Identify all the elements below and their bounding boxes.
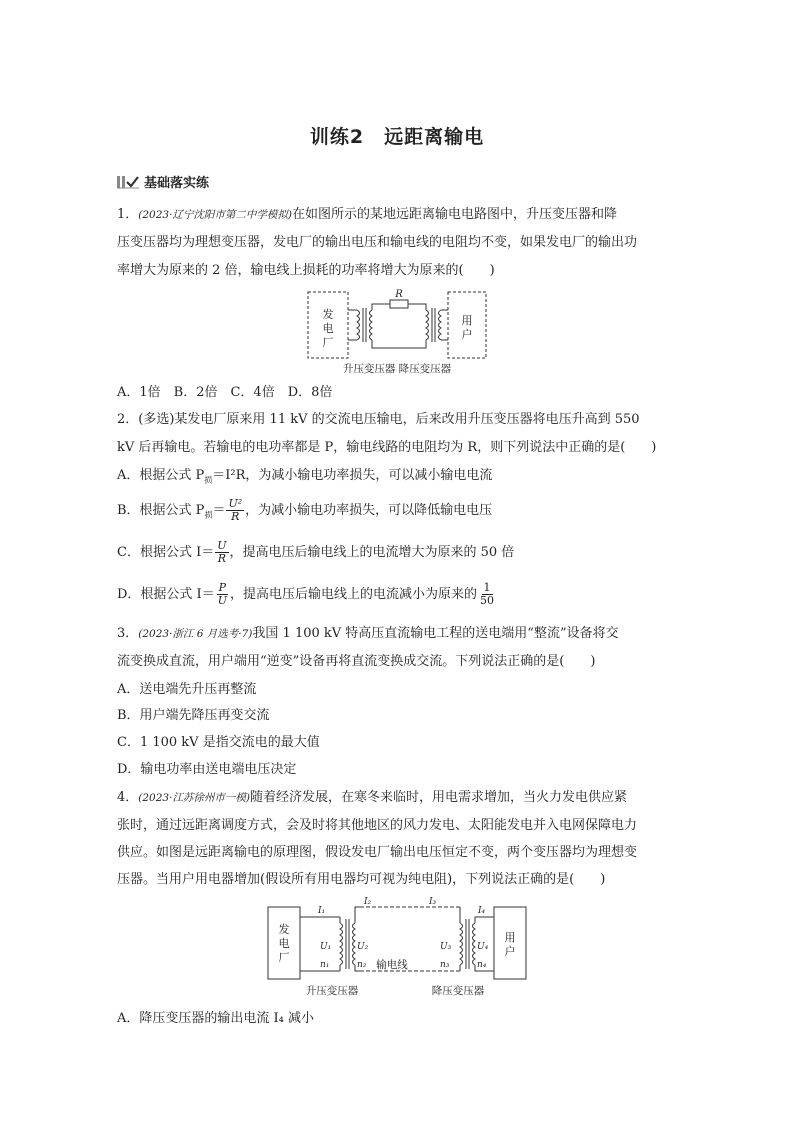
q1-resistor — [390, 300, 408, 308]
q1-coil-1 — [357, 310, 360, 340]
q2-option-b — [117, 496, 492, 531]
q4-label-i2: I₂ — [364, 897, 372, 907]
q2-d-num: P — [218, 581, 227, 594]
q4-label-u3: U₃ — [440, 942, 452, 952]
q2-c-fraction — [215, 540, 228, 565]
q3-text-1: 我国 1 100 kV 特高压直流输电工程的送电端用“整流”设备将交 — [252, 626, 619, 641]
q4-line-4: 压器。当用户用电器增加(假设所有用电器均可视为纯电阻)，下列说法正确的是( ) — [117, 872, 606, 887]
q2-b-pre: B．根据公式 P — [117, 503, 205, 518]
q2-option-a — [117, 468, 492, 489]
q4-label-i4: I₄ — [478, 906, 486, 916]
q4-number: 4． — [117, 790, 139, 805]
q4-coil-2 — [353, 923, 356, 965]
q4-label-i3: I₃ — [429, 897, 437, 907]
q2-b-den: R — [231, 510, 240, 523]
q2-b-num: U² — [228, 497, 243, 510]
q2-d-pre: D．根据公式 I＝ — [117, 587, 215, 602]
q4-label-n1: n₁ — [320, 960, 330, 970]
q4-label-n3: n₃ — [440, 960, 450, 970]
q2-a-pre: A．根据公式 P — [117, 468, 205, 483]
q4-label-n4: n₄ — [477, 960, 487, 970]
q4-label-n2: n₂ — [357, 960, 367, 970]
q1-source: (2023·辽宁沈阳市第二中学模拟) — [138, 209, 293, 221]
q1-plant-label-1: 发 — [322, 308, 334, 321]
q2-d-fden: 50 — [480, 594, 494, 607]
q4-coil-1 — [340, 923, 343, 965]
section-title: 基础落实练 — [144, 176, 210, 191]
q4-user-label-2: 户 — [504, 945, 516, 958]
q1-line-1 — [117, 207, 617, 223]
q1-circuit-diagram — [300, 288, 494, 376]
q3-option-a: A．送电端先升压再整流 — [117, 682, 257, 697]
q3-option-b: B．用户端先降压再变交流 — [117, 708, 270, 723]
q4-text-1: 随着经济发展，在寒冬来临时，用电需求增加，当火力发电供应紧 — [250, 790, 628, 805]
q1-plant-label-3: 厂 — [322, 336, 334, 349]
q2-b-sub: 损 — [204, 510, 213, 520]
q4-plant-label-1: 发 — [278, 923, 290, 936]
q3-line-2: 流变换成直流，用户端用“逆变”设备再将直流变换成交流。下列说法正确的是( ) — [117, 654, 596, 669]
q4-label-u2: U₂ — [357, 942, 369, 952]
q4-option-a: A．降压变压器的输出电流 I₄ 减小 — [117, 1011, 314, 1026]
q4-user-label-1: 用 — [504, 931, 516, 944]
q1-options: A．1倍 B．2倍 C．4倍 D．8倍 — [117, 385, 333, 400]
q4-source: (2023·江苏徐州市一模) — [138, 792, 251, 804]
q2-line-1: 2．(多选)某发电厂原来用 11 kV 的交流电压输电，后来改用升压变压器将电压升高到 550 — [117, 412, 640, 427]
q2-d-fraction — [216, 582, 229, 607]
q4-coil-3 — [460, 923, 463, 965]
q1-line-2: 压变压器均为理想变压器，发电厂的输出电压和输电线的电阻均不变，如果发电厂的输出功 — [117, 235, 638, 250]
q1-coil-2 — [370, 310, 373, 340]
q2-option-d — [117, 580, 497, 610]
q4-label-i1: I₁ — [318, 906, 326, 916]
q2-c-pre: C．根据公式 I＝ — [117, 545, 215, 560]
q4-line-label: 输电线 — [376, 959, 408, 971]
q2-b-eq: ＝ — [212, 503, 226, 518]
q3-number: 3． — [117, 626, 139, 641]
q2-d-fnum: 1 — [483, 581, 491, 594]
q2-a-sub: 损 — [204, 475, 213, 485]
q3-option-c: C．1 100 kV 是指交流电的最大值 — [117, 735, 320, 750]
q1-plant-label-2: 电 — [322, 322, 334, 335]
q1-user-label-1: 用 — [461, 314, 473, 327]
q4-line-2: 张时，通过远距离调度方式，会及时将其他地区的风力发电、太阳能发电并入电网保障电力 — [117, 818, 638, 833]
q1-resistor-label: R — [395, 289, 403, 300]
q4-circuit-diagram — [264, 895, 530, 1000]
q3-line-1 — [117, 626, 619, 642]
q2-b-text: ，为减小输电功率损失，可以降低输电电压 — [245, 503, 493, 518]
q4-caption-step-up: 升压变压器 — [305, 985, 359, 997]
q2-option-c — [117, 538, 514, 568]
section-heading — [117, 172, 209, 191]
page-title: 训练2 远距离输电 — [309, 126, 485, 148]
q1-text-1: 在如图所示的某地远距离输电电路图中，升压变压器和降 — [292, 207, 618, 222]
q4-line-1 — [117, 790, 627, 806]
q3-source: (2023·浙江 6 月选考·7) — [138, 628, 253, 640]
q1-diagram-caption: 升压变压器 降压变压器 — [342, 363, 452, 375]
q2-a-text: ＝I²R，为减小输电功率损失，可以减小输电电流 — [212, 468, 493, 483]
q1-coil-3 — [426, 310, 429, 340]
q1-line-3: 率增大为原来的 2 倍，输电线上损耗的功率将增大为原来的( ) — [117, 263, 495, 278]
q2-b-fraction — [226, 498, 244, 523]
q2-d-fraction-2 — [478, 582, 496, 607]
q4-label-u1: U₁ — [320, 942, 332, 952]
q4-caption-step-down: 降压变压器 — [431, 985, 485, 997]
q1-coil-4 — [439, 310, 442, 340]
q4-line-3: 供应。如图是远距离输电的原理图，假设发电厂输出电压恒定不变，两个变压器均为理想变 — [117, 845, 638, 860]
q4-coil-4 — [473, 923, 476, 965]
q4-plant-label-3: 厂 — [278, 951, 290, 964]
q4-label-u4: U₄ — [477, 942, 489, 952]
q2-d-den: U — [217, 594, 227, 607]
q2-c-den: R — [217, 552, 226, 565]
q2-d-text: ，提高电压后输电线上的电流减小为原来的 — [229, 587, 477, 602]
q1-number: 1． — [117, 207, 139, 222]
q2-c-num: U — [217, 539, 227, 552]
q3-option-d: D．输电功率由送电端电压决定 — [117, 762, 297, 777]
q2-c-text: ，提高电压后输电线上的电流增大为原来的 50 倍 — [229, 545, 515, 560]
checklist-icon — [117, 175, 139, 189]
q2-line-2: kV 后再输电。若输电的电功率都是 P，输电线路的电阻均为 R，则下列说法中正确的是( ) — [117, 440, 657, 455]
q1-user-label-2: 户 — [461, 328, 473, 341]
q4-plant-label-2: 电 — [278, 937, 290, 950]
